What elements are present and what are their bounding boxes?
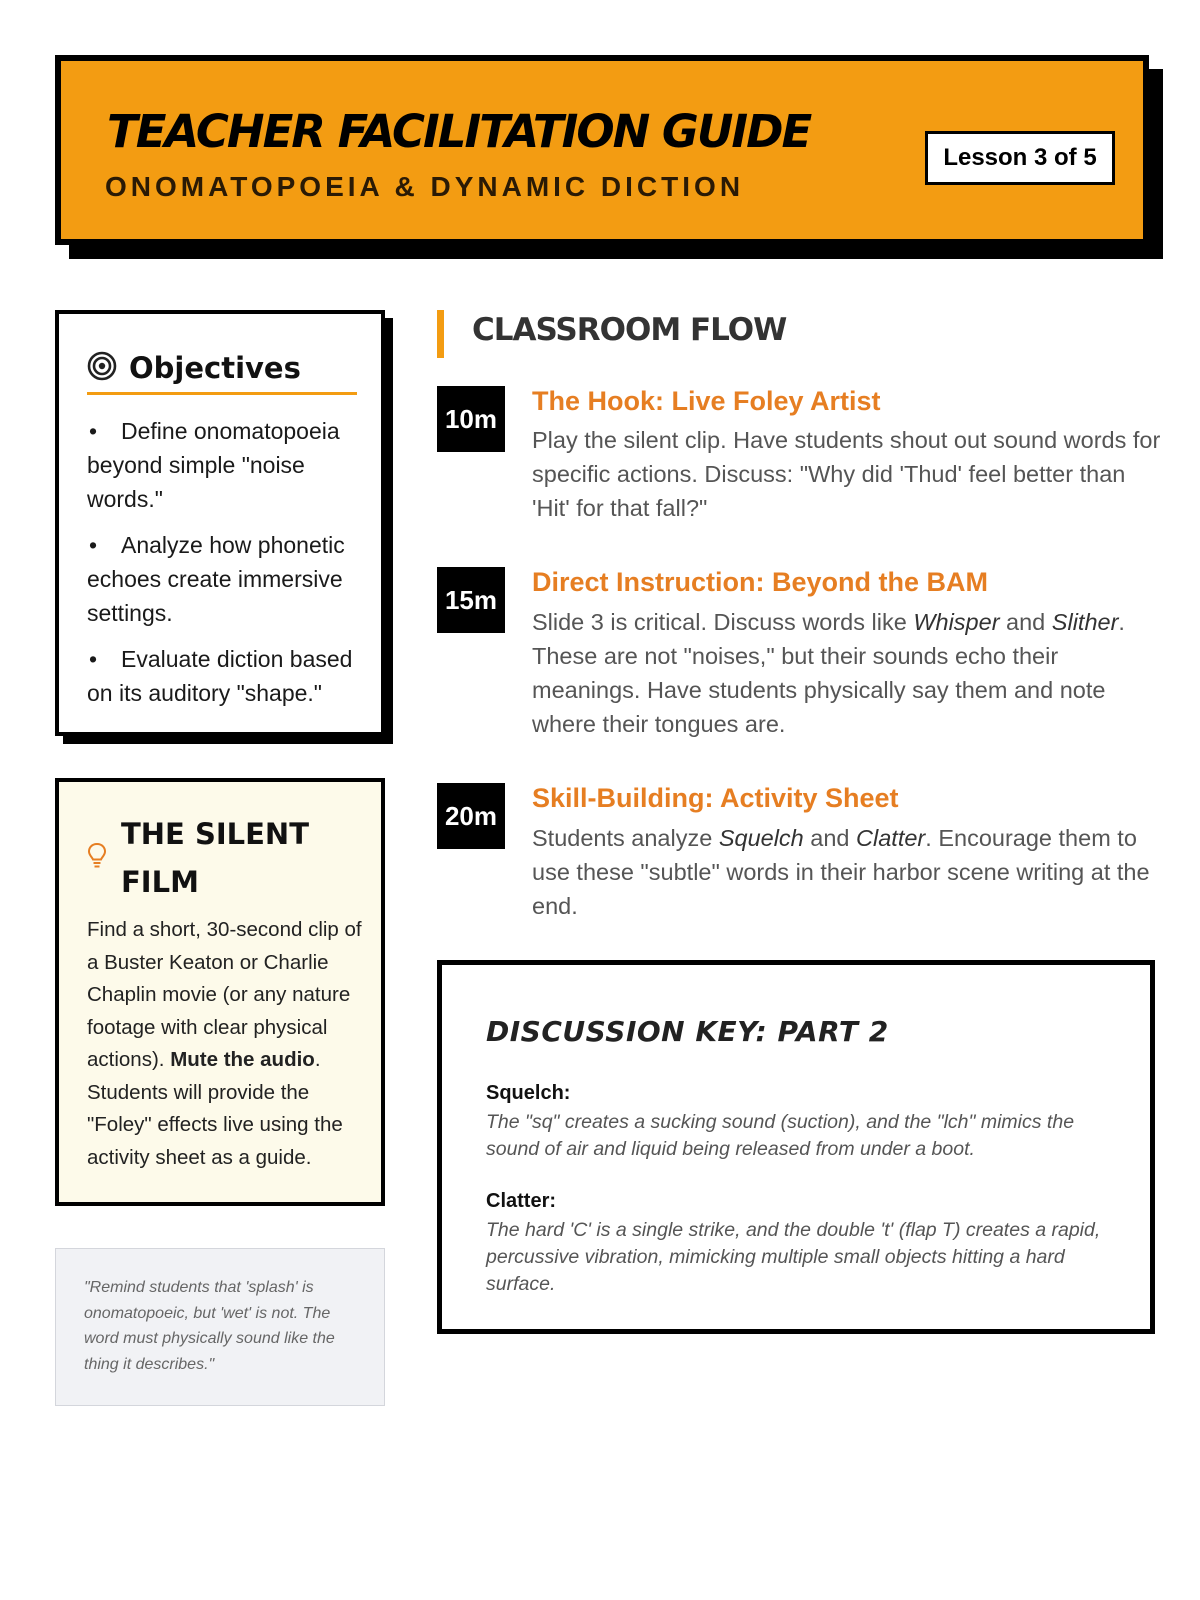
teacher-tip-quote xyxy=(55,1248,385,1406)
emphasis-text: Mute the audio xyxy=(170,1048,315,1071)
objectives-title: Objectives xyxy=(129,351,301,385)
lightbulb-icon xyxy=(87,842,107,875)
key-term: Clatter: xyxy=(486,1190,557,1212)
section-accent-bar xyxy=(437,310,444,358)
discussion-key-box xyxy=(437,960,1155,1334)
key-definition: The hard 'C' is a single strike, and the double 't' (flap T) creates a rapid, percussive vibration, mimicking multiple small objects hitting a hard surface. xyxy=(486,1219,1101,1295)
step-title: The Hook: Live Foley Artist xyxy=(532,386,881,416)
silent-film-header xyxy=(87,810,321,906)
header-banner xyxy=(55,55,1149,245)
time-badge: 20m xyxy=(437,783,505,849)
silent-film-text: Find a short, 30-second clip of a Buster Keaton or Charlie Chaplin movie (or any nature footage with clear physical actions). Mute the audio. Students will provide the "Foley" effects live using the activity sheet as a guide. xyxy=(87,918,362,1169)
objectives-card xyxy=(55,310,385,736)
step-description: Slide 3 is critical. Discuss words like Whisper and Slither. These are not "noises," but their sounds echo their meanings. Have students physically say them and note where their tongues are. xyxy=(532,609,1125,737)
step-description: Play the silent clip. Have students shout out sound words for specific actions. Discuss: "Why did 'Thud' feel better than 'Hit' for that fall?" xyxy=(532,427,1161,521)
discussion-key-title: DISCUSSION KEY: PART 2 xyxy=(486,1015,889,1048)
lesson-badge: Lesson 3 of 5 xyxy=(925,131,1115,185)
quote-text: "Remind students that 'splash' is onomatopoeic, but 'wet' is not. The word must physically sound like the thing it describes." xyxy=(84,1279,335,1373)
silent-film-card xyxy=(55,778,385,1206)
section-title: CLASSROOM FLOW xyxy=(472,312,787,348)
objectives-header xyxy=(87,344,357,395)
silent-film-title: THE SILENT FILM xyxy=(121,817,309,899)
page-subtitle: ONOMATOPOEIA & DYNAMIC DICTION xyxy=(105,171,745,202)
step-description: Students analyze Squelch and Clatter. Encourage them to use these "subtle" words in their harbor scene writing at the end. xyxy=(532,825,1150,919)
time-badge: 15m xyxy=(437,567,505,633)
time-badge: 10m xyxy=(437,386,505,452)
key-definition: The "sq" creates a sucking sound (suction), and the "lch" mimics the sound of air and liquid being released from under a boot. xyxy=(486,1111,1075,1160)
step-title: Skill-Building: Activity Sheet xyxy=(532,783,899,813)
objectives-list xyxy=(87,414,367,722)
page-title: TEACHER FACILITATION GUIDE xyxy=(107,105,811,158)
target-icon xyxy=(87,351,117,386)
list-item: • Define onomatopoeia beyond simple "noise words." xyxy=(87,418,340,512)
list-item: • Analyze how phonetic echoes create immersive settings. xyxy=(87,532,345,626)
step-title: Direct Instruction: Beyond the BAM xyxy=(532,567,989,597)
list-item: • Evaluate diction based on its auditory "shape." xyxy=(87,646,353,706)
key-term: Squelch: xyxy=(486,1082,571,1104)
